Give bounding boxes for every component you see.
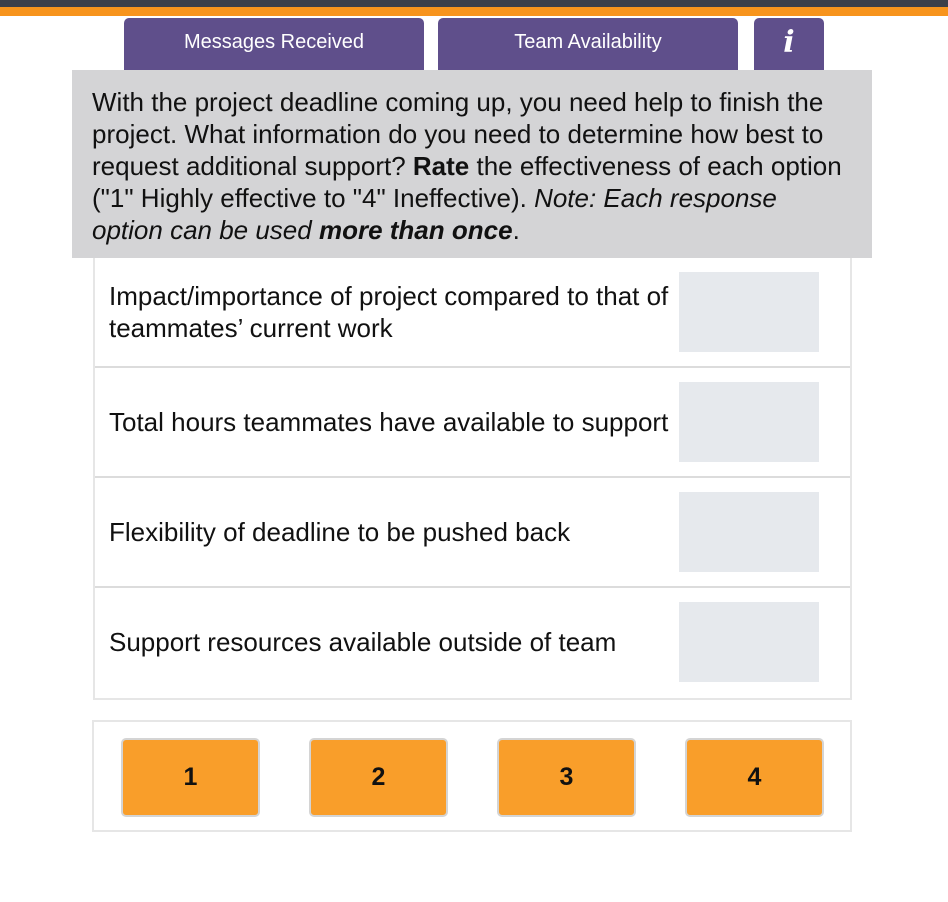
option-row: [95, 258, 850, 368]
option-text: Support resources available outside of team: [109, 627, 617, 657]
rating-drop-box[interactable]: [679, 602, 819, 682]
rating-choice-1[interactable]: 1: [121, 738, 260, 817]
tab-team-availability-label: Team Availability: [514, 31, 662, 53]
tab-messages-received[interactable]: [124, 18, 424, 70]
prompt-note-bold: more than once: [318, 215, 513, 245]
rating-drop-box[interactable]: [679, 492, 819, 572]
tab-messages-received-label: Messages Received: [183, 31, 365, 53]
question-prompt: [72, 70, 872, 258]
info-button[interactable]: [754, 18, 824, 70]
prompt-note-text: Note: Each response option can be used: [92, 183, 777, 245]
prompt-rate-word: Rate: [412, 151, 470, 181]
option-row: [95, 368, 850, 478]
prompt-text-2: the effectiveness of each option ("1" Highly effective to "4" Ineffective).: [92, 151, 842, 213]
rating-choice-2[interactable]: 2: [309, 738, 448, 817]
option-row: [95, 478, 850, 588]
rating-drop-box[interactable]: [679, 382, 819, 462]
rating-drop-box[interactable]: [679, 272, 819, 352]
rating-choice-3[interactable]: 3: [497, 738, 636, 817]
prompt-text-1: With the project deadline coming up, you need help to finish the project. What information do you need to determine how best to request additional support?: [92, 87, 824, 181]
info-icon: i: [783, 25, 795, 60]
option-text: Flexibility of deadline to be pushed back: [109, 517, 571, 547]
rating-choice-4[interactable]: 4: [685, 738, 824, 817]
option-row: [95, 588, 850, 698]
top-orange-stripe: [0, 7, 948, 16]
tab-team-availability[interactable]: [438, 18, 738, 70]
top-dark-stripe: [0, 0, 948, 7]
option-text: Impact/importance of project compared to that of teammates’ current work: [109, 281, 669, 343]
option-text: Total hours teammates have available to support: [109, 407, 669, 437]
rating-choices-tray: [92, 720, 852, 832]
prompt-period: .: [512, 215, 520, 245]
options-list: [93, 258, 852, 700]
